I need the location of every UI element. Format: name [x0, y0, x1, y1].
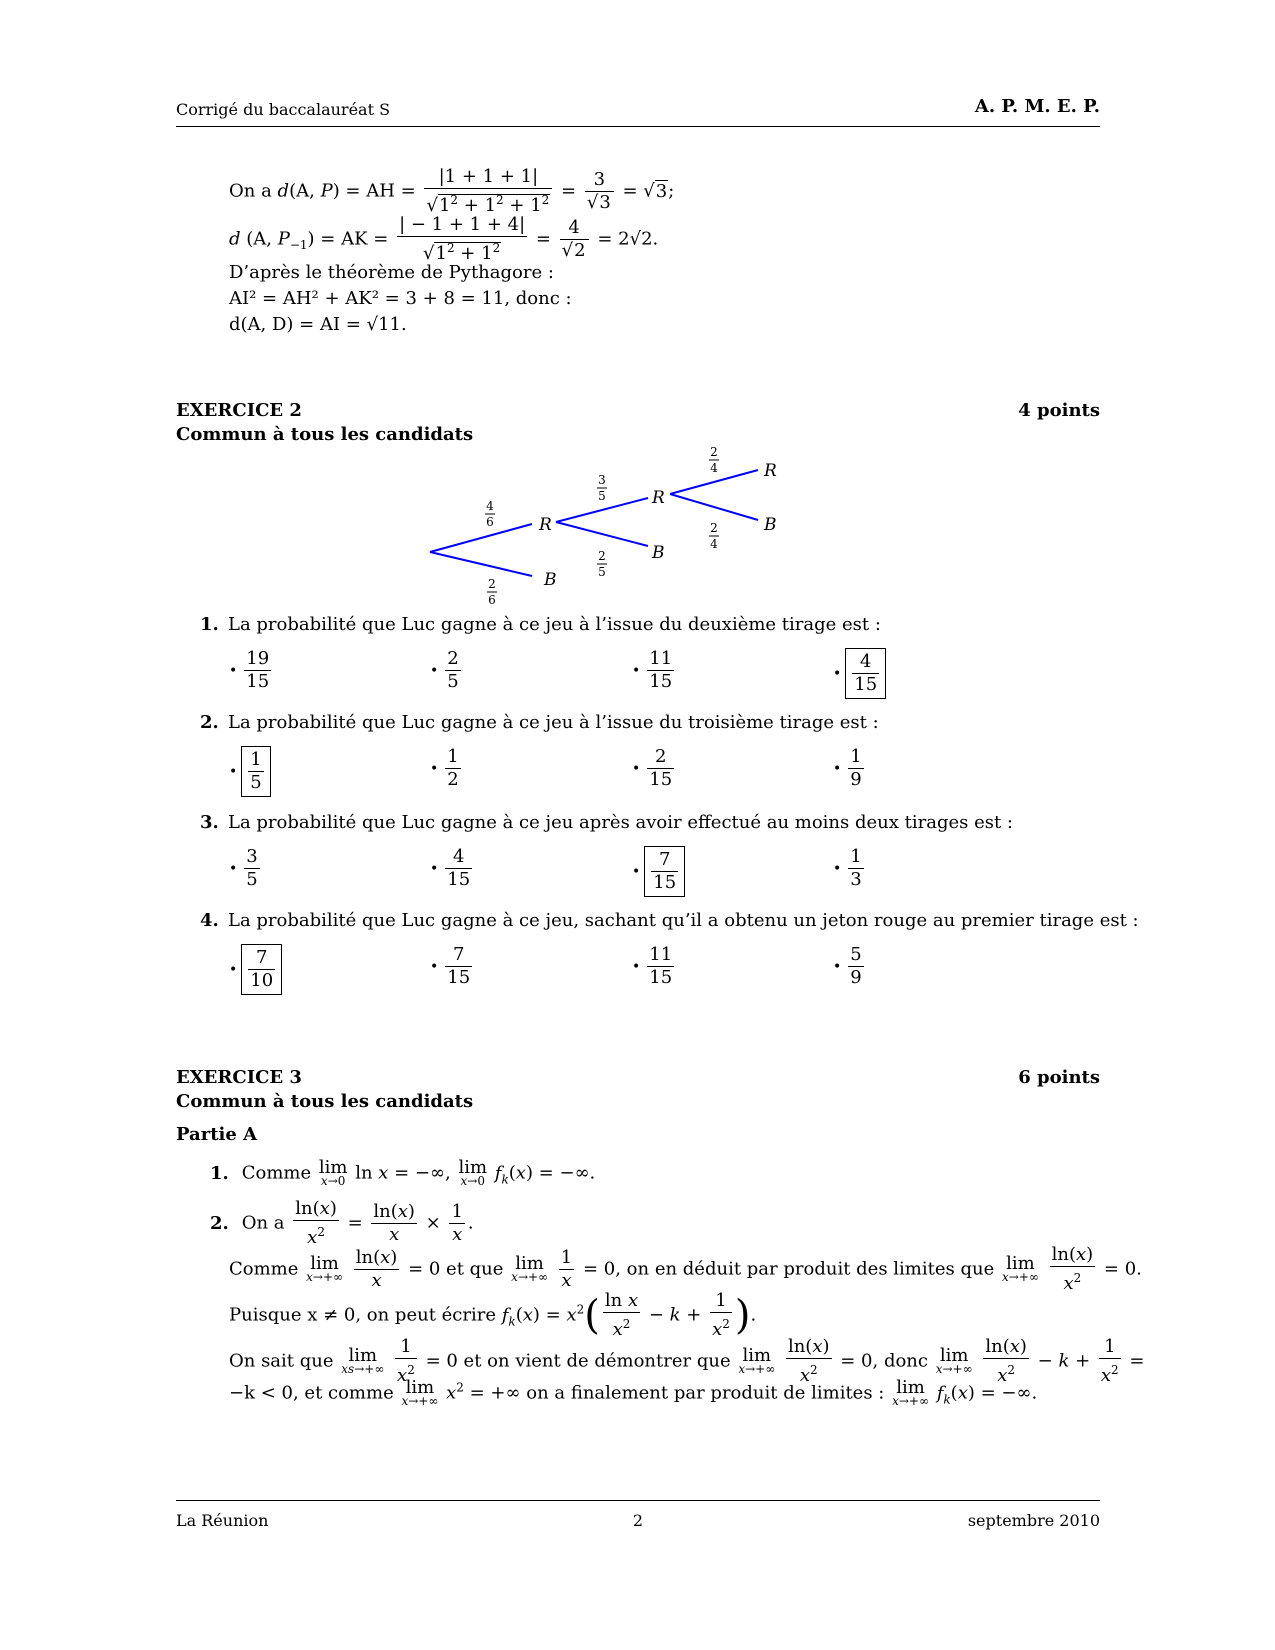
question-4: 4. La probabilité que Luc gagne à ce jeu, sachant qu’il a obtenu un jeton rouge au premier tirage est : [200, 910, 1139, 931]
pythagore-line: D’après le théorème de Pythagore : [229, 262, 554, 283]
partA-q2-line1: 2. On a $\frac{\ln(x)}{x^2}$ = $\frac{\ln(x)}{x}$ × $\frac{1}{x}$ . [210, 1198, 474, 1248]
q1-option-2: • $\frac{2}{5}$ [430, 648, 459, 692]
svg-text:2: 2 [710, 445, 718, 459]
svg-text:2: 2 [710, 521, 718, 535]
bullet-icon: • [229, 763, 238, 780]
svg-text:6: 6 [488, 593, 496, 607]
exercise-3-subtitle: Commun à tous les candidats [176, 1091, 474, 1112]
question-1: 1. La probabilité que Luc gagne à ce jeu à l’issue du deuxième tirage est : [200, 614, 881, 635]
bullet-icon: • [430, 662, 439, 679]
svg-text:4: 4 [710, 537, 718, 551]
exercise-2-points: 4 points [1018, 400, 1100, 421]
header-left: Corrigé du baccalauréat S [176, 100, 391, 119]
svg-text:4: 4 [486, 499, 494, 513]
q2-option-4: • $\frac{1}{9}$ [833, 746, 862, 790]
node-b2: B [652, 543, 665, 563]
q2-option-1 [229, 746, 271, 797]
bullet-icon: • [833, 665, 842, 682]
page-header [176, 96, 1100, 127]
branch-b2 [556, 522, 648, 546]
bullet-icon: • [430, 860, 439, 877]
q3-option-4: • $\frac{1}{3}$ [833, 846, 862, 890]
branch-r1 [430, 524, 532, 552]
node-r3: R [764, 461, 777, 481]
q2-option-2: • $\frac{1}{2}$ [430, 746, 459, 790]
q4-option-4: • $\frac{5}{9}$ [833, 944, 862, 988]
q3-option-2: • $\frac{4}{15}$ [430, 846, 471, 890]
part-a-title: Partie A [176, 1124, 258, 1145]
correct-answer-box: $\frac{4}{15}$ [845, 648, 886, 699]
probability-tree [420, 440, 820, 610]
correct-answer-box: $\frac{1}{5}$ [241, 746, 270, 797]
q1-option-4 [833, 648, 886, 699]
fraction-ak: $\frac{| - 1 + 1 + 4|}{√1^2 + 1^2}$ [399, 214, 526, 264]
exercise-3-points: 6 points [1018, 1067, 1100, 1088]
question-2: 2. La probabilité que Luc gagne à ce jeu à l’issue du troisième tirage est : [200, 712, 879, 733]
partA-q2-line2: Comme lim x→+∞ $\frac{\ln(x)}{x}$ = 0 et que lim x→+∞ $\frac{1}{x}$ = 0, on en déduit par produit des limites que lim x→+∞ $\frac{\ln(x)}{x^2}$ = 0. [229, 1244, 1142, 1294]
bullet-icon: • [833, 760, 842, 777]
exercise-2-title: EXERCICE 2 [176, 400, 302, 421]
q4-option-1 [229, 944, 282, 995]
partA-q1: 1. Comme lim x→0 ln x = −∞, lim x→0 $f_k(x)$ = −∞. [210, 1157, 596, 1188]
header-right: A. P. M. E. P. [974, 96, 1100, 117]
q2-option-3: • $\frac{2}{15}$ [632, 746, 673, 790]
footer-page-number: 2 [632, 1511, 644, 1530]
bullet-icon: • [833, 958, 842, 975]
ai-result-line: d(A, D) = AI = √11. [229, 314, 407, 335]
svg-text:6: 6 [486, 515, 494, 529]
question-3: 3. La probabilité que Luc gagne à ce jeu après avoir effectué au moins deux tirages est : [200, 812, 1013, 833]
partA-q2-line5: −k < 0, et comme lim x→+∞ $x^2$ = +∞ on a finalement par produit de limites : lim x→+∞ $f_k(x)$ = −∞. [229, 1377, 1038, 1408]
branch-b3 [670, 494, 758, 520]
bullet-icon: • [632, 760, 641, 777]
exercise-3-title: EXERCICE 3 [176, 1067, 302, 1088]
branch-b1 [430, 552, 532, 576]
distance-ak-line: d (A, $P_{-1}$) = AK = $\frac{| - 1 + 1 + 4|}{√1^2 + 1^2}$ = $\frac{4}{√2}$ = 2√2. [229, 214, 659, 264]
bullet-icon: • [430, 958, 439, 975]
footer-right: septembre 2010 [967, 1511, 1100, 1530]
node-r2: R [652, 488, 665, 508]
fraction-ah: $\frac{|1 + 1 + 1|}{√1^2 + 1^2 + 1^2}$ [424, 166, 552, 217]
exercise-2-subtitle: Commun à tous les candidats [176, 424, 474, 445]
q1-option-1: • $\frac{19}{15}$ [229, 648, 270, 692]
q3-option-3 [632, 846, 685, 897]
bullet-icon: • [632, 662, 641, 679]
partA-q2-line4: On sait que lim xs→+∞ $\frac{1}{x^2}$ = 0 et on vient de démontrer que lim x→+∞ $\frac{\ln(x)}{x^2}$ = 0, donc lim x→+∞ $\frac{\ln(x)}{x^2}$ − k + $\frac{1}{x^2}$ = [229, 1336, 1145, 1386]
bullet-icon: • [430, 760, 439, 777]
svg-text:5: 5 [598, 565, 606, 579]
svg-text:3: 3 [598, 473, 606, 487]
q4-option-2: • $\frac{7}{15}$ [430, 944, 471, 988]
svg-text:5: 5 [598, 489, 606, 503]
node-b3: B [764, 515, 777, 535]
q4-option-3: • $\frac{11}{15}$ [632, 944, 673, 988]
footer-left: La Réunion [176, 1511, 269, 1530]
svg-text:2: 2 [598, 549, 606, 563]
q1-option-3: • $\frac{11}{15}$ [632, 648, 673, 692]
ai-squared-line: AI² = AH² + AK² = 3 + 8 = 11, donc : [229, 288, 572, 309]
page-footer [176, 1500, 1100, 1541]
bullet-icon: • [229, 961, 238, 978]
node-r1: R [539, 515, 552, 535]
bullet-icon: • [229, 860, 238, 877]
bullet-icon: • [833, 860, 842, 877]
svg-text:4: 4 [710, 461, 718, 475]
partA-q2-line3: Puisque x ≠ 0, on peut écrire $f_k(x) = x^2$( $\frac{\text{ln x}}{x^2}$ − k + $\frac{1}{x^2}$ ). [229, 1290, 757, 1340]
node-b1: B [544, 570, 557, 590]
bullet-icon: • [229, 662, 238, 679]
correct-answer-box: $\frac{7}{10}$ [241, 944, 282, 995]
bullet-icon: • [632, 863, 641, 880]
svg-text:2: 2 [488, 577, 496, 591]
q3-option-1: • $\frac{3}{5}$ [229, 846, 258, 890]
bullet-icon: • [632, 958, 641, 975]
distance-ah-line: On a d(A, P) = AH = $\frac{|1 + 1 + 1|}{√1^2 + 1^2 + 1^2}$ = $\frac{3}{√3}$ = √3; [229, 166, 675, 216]
correct-answer-box: $\frac{7}{15}$ [644, 846, 685, 897]
branch-probabilities [485, 445, 719, 607]
